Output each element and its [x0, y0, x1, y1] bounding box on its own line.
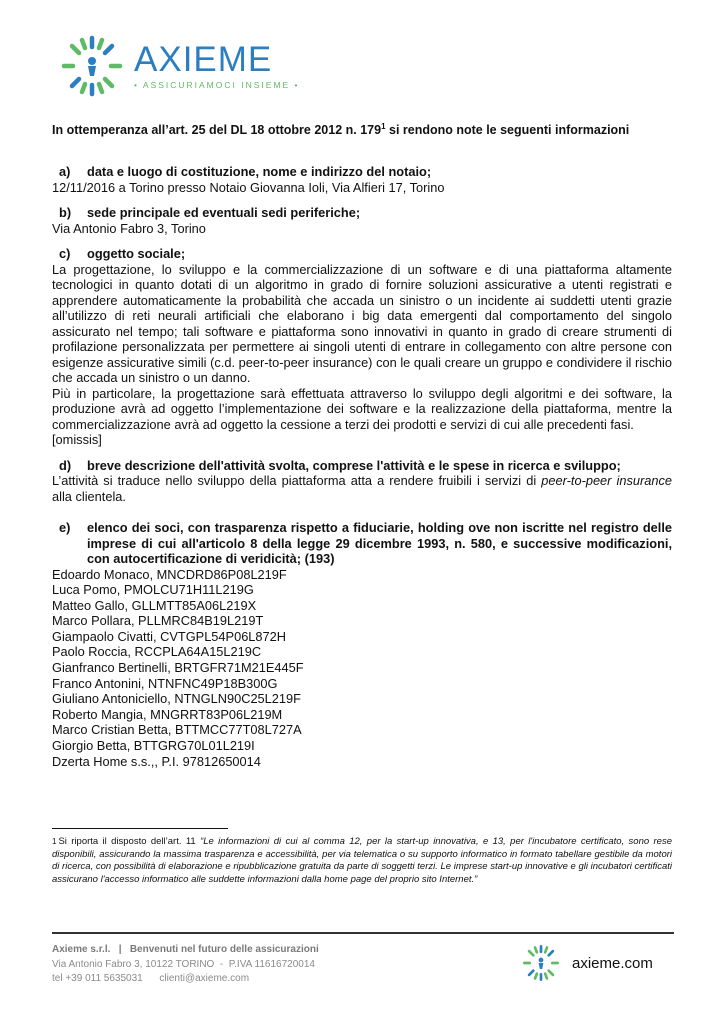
section-e [52, 520, 672, 769]
list-item: Dzerta Home s.s.,, P.I. 97812650014 [52, 753, 261, 769]
section-heading: e) elenco dei soci, con trasparenza rispetto a fiduciarie, holding ove non iscritte nel registro delle imprese di cui all'articolo 8 della legge 29 dicembre 1993, n. 580, e successive modificazioni, con autocertificazione di veridicità; (193) [59, 520, 672, 566]
soci-list [52, 567, 672, 770]
axieme-logo-icon [522, 944, 560, 982]
brand-name: AXIEME [134, 40, 273, 79]
section-heading: c) oggetto sociale; [59, 246, 186, 261]
section-a [52, 164, 672, 195]
footer-divider [52, 932, 674, 934]
list-item: Paolo Roccia, RCCPLA64A15L219C [52, 644, 262, 660]
footer-brand [522, 944, 653, 982]
section-body: 12/11/2016 a Torino presso Notaio Giovanna Ioli, Via Alfieri 17, Torino [52, 179, 445, 195]
list-item: Marco Cristian Betta, BTTMCC77T08L727A [52, 722, 302, 738]
list-item: Matteo Gallo, GLLMTT85A06L219X [52, 597, 257, 613]
list-item: Giampaolo Civatti, CVTGPL54P06L872H [52, 628, 287, 644]
axieme-logo-icon [60, 34, 124, 98]
footnote-ref: 1 [381, 122, 386, 131]
list-item: Edoardo Monaco, MNCDRD86P08L219F [52, 566, 287, 582]
list-item: Roberto Mangia, MNGRRT83P06L219M [52, 706, 283, 722]
section-d [52, 458, 672, 505]
header-logo [60, 34, 300, 98]
section-heading: a) data e luogo di costituzione, nome e indirizzo del notaio; [59, 164, 432, 179]
list-item: Giuliano Antoniciello, NTNGLN90C25L219F [52, 691, 301, 707]
footer-address: Via Antonio Fabro 3, 10122 TORINO - P.IVA 11616720014 [52, 958, 315, 970]
list-item: Marco Pollara, PLLMRC84B19L219T [52, 613, 264, 629]
footnote-divider [52, 828, 228, 829]
section-paragraph: [omissis] [52, 432, 102, 447]
list-item: Gianfranco Bertinelli, BRTGFR71M21E445F [52, 660, 304, 676]
section-heading: d) breve descrizione dell'attività svolta, comprese l'attività e le spese in ricerca e sviluppo; [59, 457, 621, 473]
list-item: Luca Pomo, PMOLCU71H11L219G [52, 582, 254, 598]
section-heading: b) sede principale ed eventuali sedi periferiche; [59, 205, 361, 220]
intro-statement: In ottemperanza all’art. 25 del DL 18 ottobre 2012 n. $179^1$ si rendono note le seguenti informazioni [52, 122, 630, 138]
footer-contact [52, 943, 319, 987]
footer-phone-email: tel +39 011 5635031 clienti@axieme.com [52, 973, 250, 984]
brand-tagline: • ASSICURIAMOCI INSIEME • [134, 80, 300, 90]
main-content [52, 164, 672, 779]
footer-company: Axieme s.r.l. | Benvenuti nel futuro delle assicurazioni [52, 944, 319, 955]
footnote: $^1$ Si riporta il disposto dell’art. 11 “Le informazioni di cui al comma 12, per la start-up innovativa, e 13, per l'incubatore certificato, sono rese disponibili, assicurando la massima trasparenza e accessibilità, per via telematica o su supporto informatico in formato tabellare gestibile da motori di ricerca, con possibilità di elaborazione e ripubblicazione gratuita da parte di soggetti terzi. Le imprese start-up innovative e gli incubatori certificati assicurano l'accesso informatico alle suddette informazioni dalla home page del proprio sito Internet.” [52, 836, 672, 885]
list-item: Franco Antonini, NTNFNC49P18B300G [52, 675, 278, 691]
section-paragraph: La progettazione, lo sviluppo e la commercializzazione di un software e di una piattaforma altamente tecnologici in quanto dotati di un algoritmo in grado di fornire soluzioni assicurative a utenti registrati e apprendere automaticamente la probabilità che accada un sinistro o un incidente ai suddetti utenti grazie all’utilizzo di reti neurali artificiali che elaborano i big data emergenti dal comportamento del singolo assicurato nel tempo; tali software e piattaforma sono innovativi in quanto in grado di creare strumenti di profilazione personalizzata per permettere ai singoli utenti di entrare in collegamento con altre persone con esigenze assicurative simili (c.d. peer-to-peer insurance) con le quali creare un gruppo e condividere il rischio che accada un sinistro o un danno. [52, 261, 672, 385]
list-item: Giorgio Betta, BTTGRG70L01L219I [52, 738, 255, 754]
section-body: L’attività si traduce nello sviluppo della piattaforma atta a rendere fruibili i servizi di peer-to-peer insurance alla clientela. [52, 473, 672, 504]
section-body: Via Antonio Fabro 3, Torino [52, 220, 206, 236]
section-paragraph: Più in particolare, la progettazione sarà effettuata attraverso lo sviluppo degli algoritmi e dei software, la produzione avrà ad oggetto l’implementazione dei software e la realizzazione della piattaforma, mentre la commercializzazione avrà ad oggetto la cessione a terzi dei prodotti e servizi di cui alle precedenti fasi. [52, 385, 672, 432]
footer-website: axieme.com [572, 954, 653, 972]
section-c [52, 246, 672, 448]
section-b [52, 205, 672, 236]
